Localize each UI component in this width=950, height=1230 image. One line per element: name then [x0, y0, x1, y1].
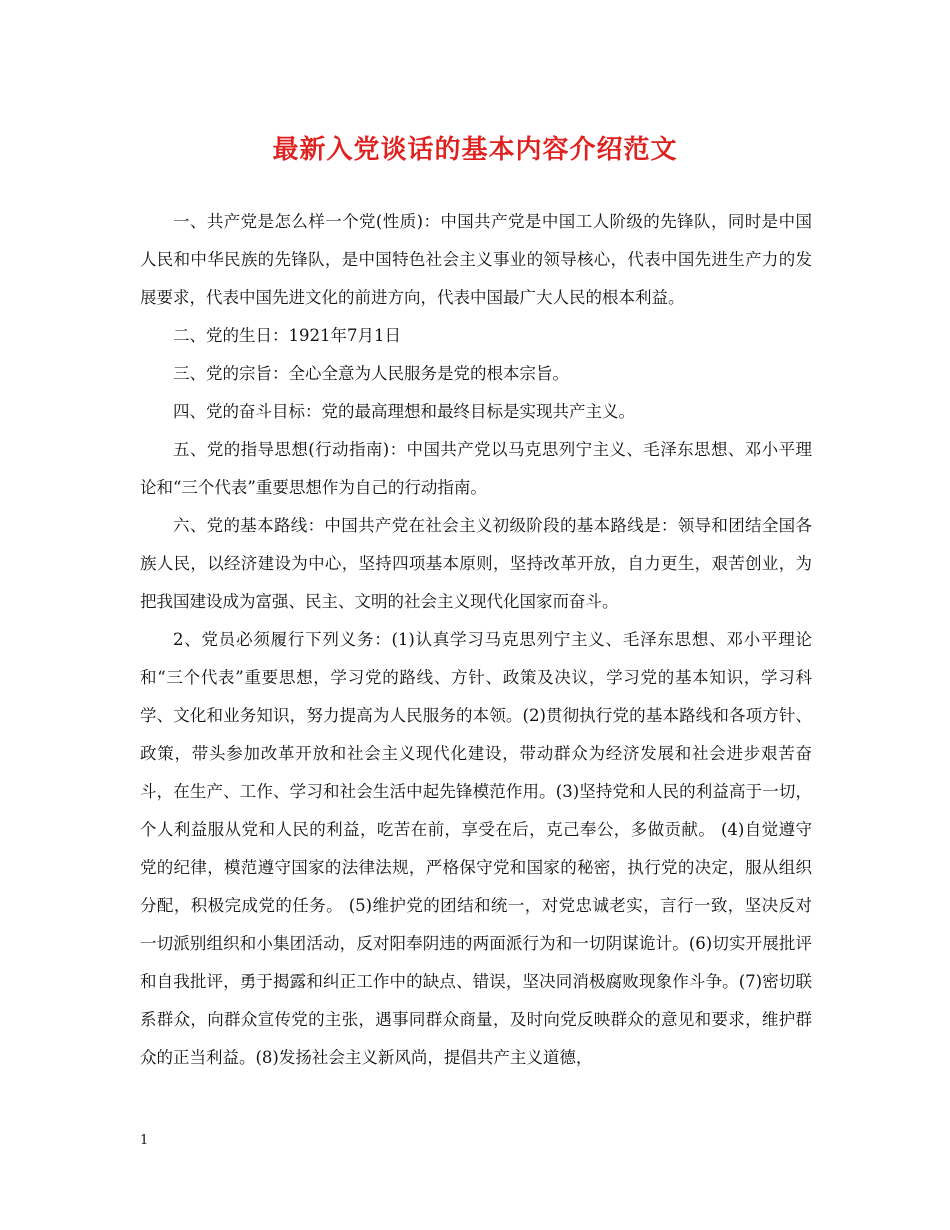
- paragraph-party-goal: 四、党的奋斗目标：党的最高理想和最终目标是实现共产主义。: [173, 402, 635, 421]
- paragraph-party-birthday: 二、党的生日：1921年7月1日: [173, 326, 401, 345]
- page-number: 1: [140, 1133, 149, 1148]
- paragraph-party-nature: 一、共产党是怎么样一个党(性质)：中国共产党是中国工人阶级的先锋队，同时是中国人民和中华民族的先锋队，是中国特色社会主义事业的领导核心，代表中国先进生产力的发展要求，代表中国先进文化的前进方向，代表中国最广大人民的根本利益。: [140, 212, 812, 307]
- paragraph-basic-line: 六、党的基本路线：中国共产党在社会主义初级阶段的基本路线是：领导和团结全国各族人民，以经济建设为中心，坚持四项基本原则，坚持改革开放，自力更生，艰苦创业，为把我国建设成为富强、民主、文明的社会主义现代化国家而奋斗。: [140, 516, 812, 611]
- paragraph-guiding-thought: 五、党的指导思想(行动指南)：中国共产党以马克思列宁主义、毛泽东思想、邓小平理论和“三个代表”重要思想作为自己的行动指南。: [140, 440, 812, 497]
- paragraph-member-obligations: 2、党员必须履行下列义务：(1)认真学习马克思列宁主义、毛泽东思想、邓小平理论和“三个代表”重要思想，学习党的路线、方针、政策及决议，学习党的基本知识，学习科学、文化和业务知识，努力提高为人民服务的本领。(2)贯彻执行党的基本路线和各项方针、政策，带头参加改革开放和社会主义现代化建设，带动群众为经济发展和社会进步艰苦奋斗，在生产、工作、学习和社会生活中起先锋模范作用。(3)坚持党和人民的利益高于一切，个人利益服从党和人民的利益，吃苦在前，享受在后，克己奉公，多做贡献。 (4)自觉遵守党的纪律，模范遵守国家的法律法规，严格保守党和国家的秘密，执行党的决定，服从组织分配，积极完成党的任务。 (5)维护党的团结和统一，对党忠诚老实，言行一致，坚决反对一切派别组织和小集团活动，反对阳奉阴违的两面派行为和一切阴谋诡计。(6)切实开展批评和自我批评，勇于揭露和纠正工作中的缺点、错误，坚决同消极腐败现象作斗争。(7)密切联系群众，向群众宣传党的主张，遇事同群众商量，及时向党反映群众的意见和要求，维护群众的正当利益。(8)发扬社会主义新风尚，提倡共产主义道德，: [140, 630, 812, 1067]
- document-title: 最新入党谈话的基本内容介绍范文: [272, 135, 678, 165]
- paragraph-party-purpose: 三、党的宗旨：全心全意为人民服务是党的根本宗旨。: [173, 364, 569, 383]
- document-body: [140, 203, 812, 1077]
